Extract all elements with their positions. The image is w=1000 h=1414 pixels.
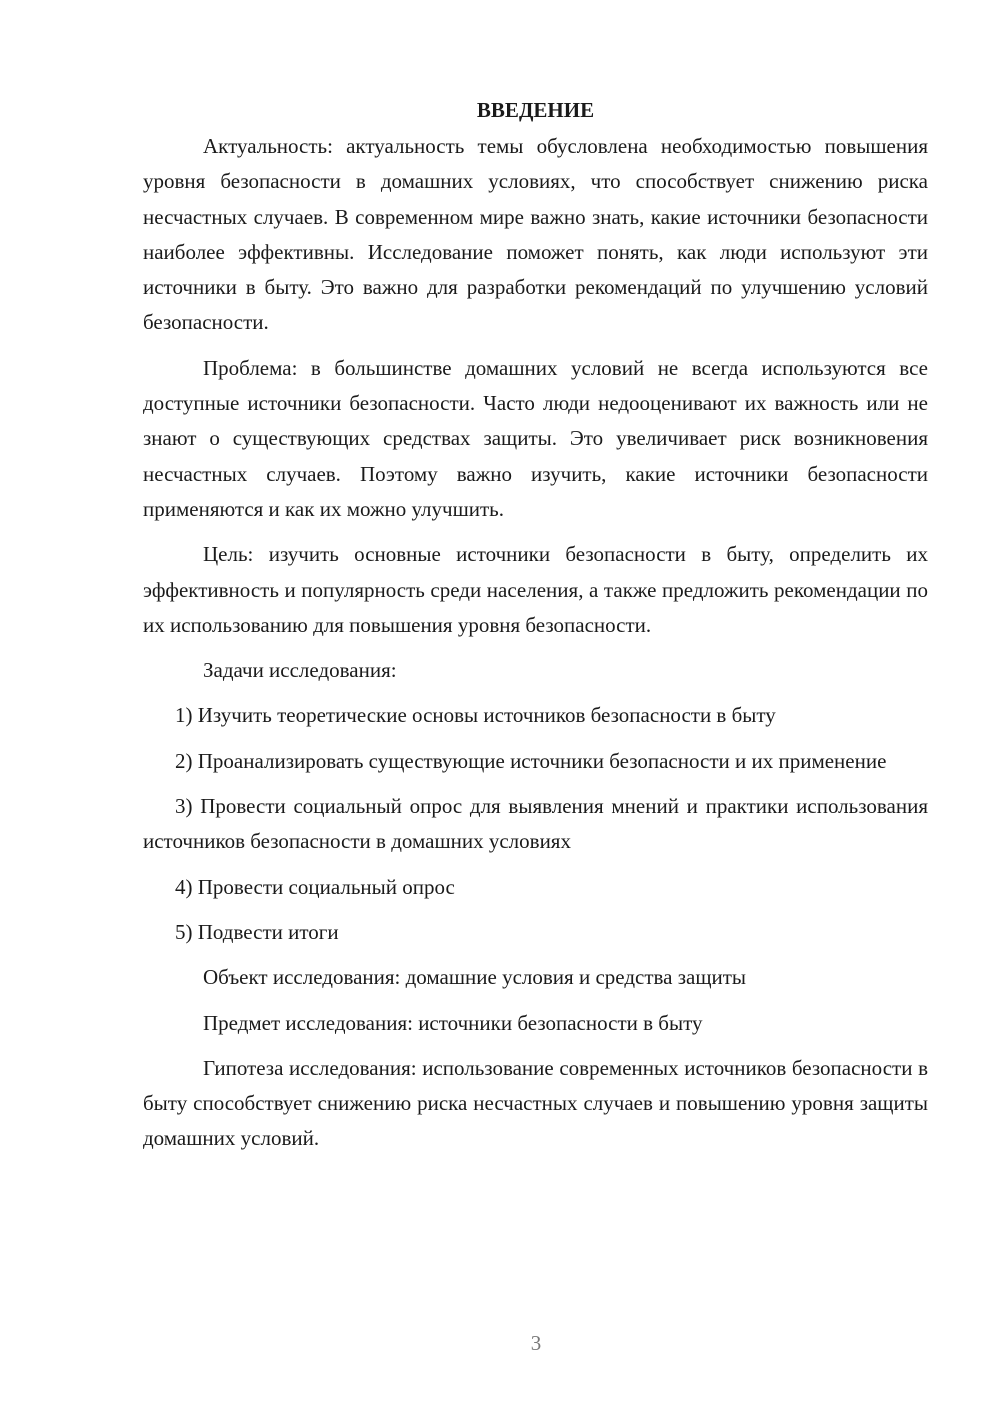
section-heading: ВВЕДЕНИЕ: [476, 98, 595, 122]
task-item-4: 4) Провести социальный опрос: [175, 874, 455, 899]
research-subject: Предмет исследования: источники безопасности в быту: [203, 1010, 703, 1035]
task-item-5: 5) Подвести итоги: [175, 919, 339, 944]
page-content: [143, 93, 928, 1167]
tasks-title: Задачи исследования:: [203, 658, 397, 683]
page-number: 3: [530, 1331, 542, 1355]
relevance-paragraph: Актуальность: актуальность темы обусловлена необходимостью повышения уровня безопасности в домашних условиях, что способствует снижению риска несчастных случаев. В современном мире важно знать, какие источники безопасности наиболее эффективны. Исследование поможет понять, как люди используют эти источники в быту. Это важно для разработки рекомендаций по улучшению условий безопасности.: [143, 134, 928, 335]
problem-paragraph: Проблема: в большинстве домашних условий не всегда используются все доступные источники безопасности. Часто люди недооценивают их важность или не знают о существующих средствах защиты. Это увеличивает риск возникновения несчастных случаев. Поэтому важно изучить, какие источники безопасности применяются и как их можно улучшить.: [143, 355, 928, 521]
goal-paragraph: Цель: изучить основные источники безопасности в быту, определить их эффективность и популярность среди населения, а также предложить рекомендации по их использованию для повышения уровня безопасности.: [143, 542, 928, 637]
task-item-1: 1) Изучить теоретические основы источников безопасности в быту: [175, 703, 776, 728]
hypothesis-paragraph: Гипотеза исследования: использование современных источников безопасности в быту способствует снижению риска несчастных случаев и повышению уровня защиты домашних условий.: [143, 1055, 928, 1151]
task-item-2: 2) Проанализировать существующие источники безопасности и их применение: [175, 748, 887, 773]
research-object: Объект исследования: домашние условия и средства защиты: [203, 965, 747, 990]
task-item-3: 3) Провести социальный опрос для выявления мнений и практики использования источников безопасности в домашних условиях: [143, 794, 928, 854]
